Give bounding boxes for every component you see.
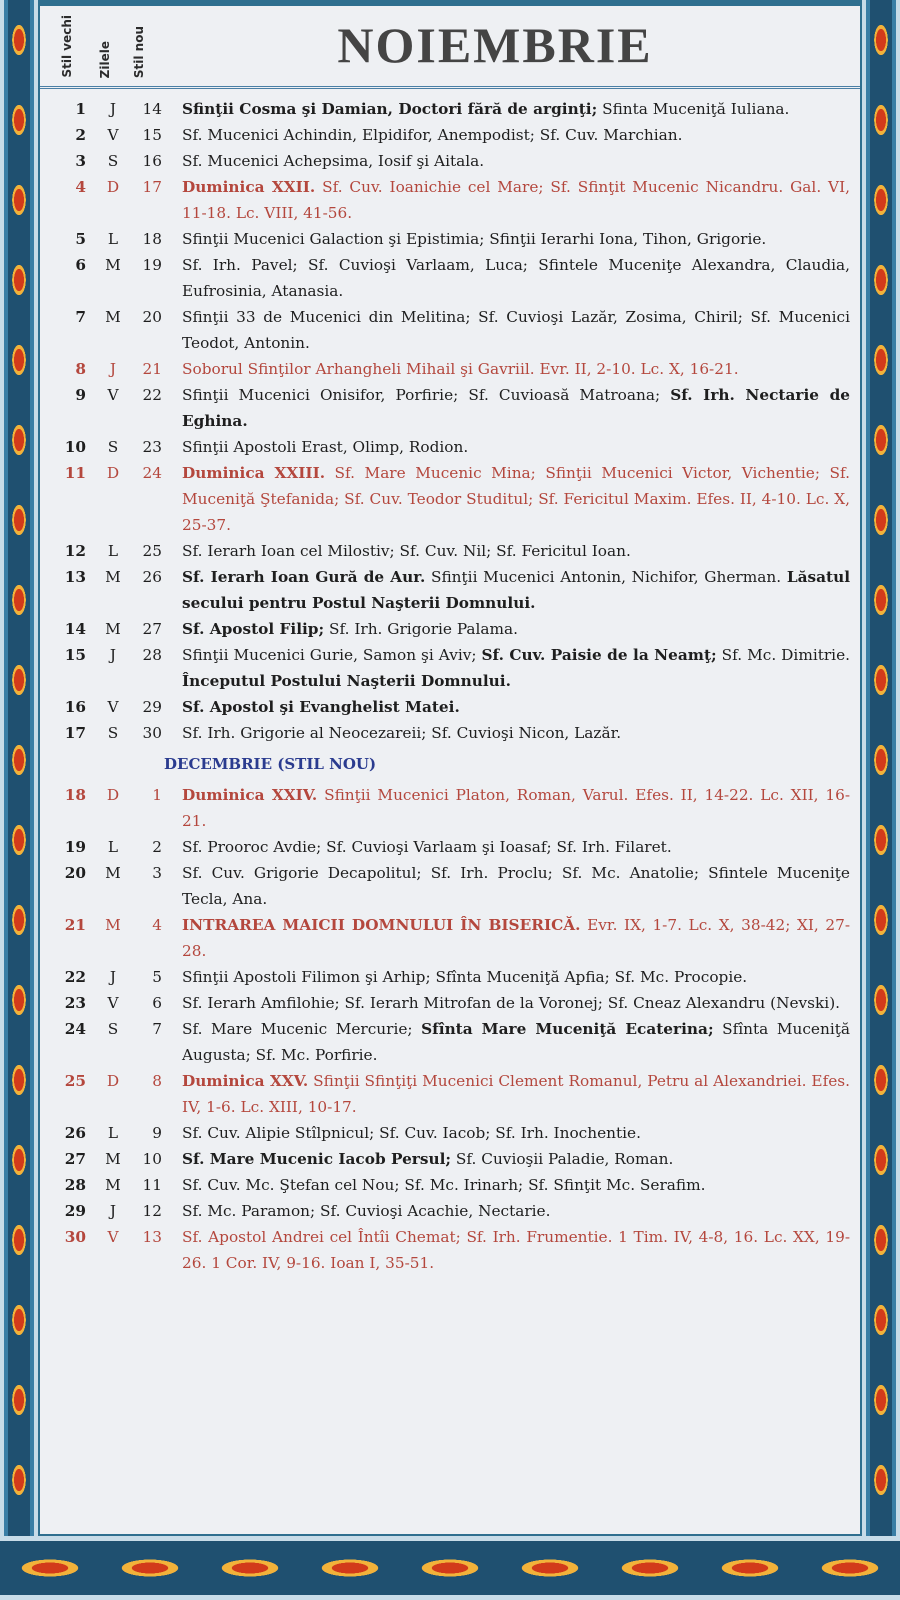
- feast-segment: Sfinţii Sfinţiţi Mucenici Clement Romanul, Petru al Alexandriei. Efes. IV, 1-6. Lc. XIII, 10-17.: [182, 1072, 851, 1116]
- calendar-row: [40, 382, 860, 434]
- weekday: V: [107, 698, 119, 716]
- new-style-date: 22: [142, 386, 162, 404]
- old-style-date: 23: [64, 994, 86, 1012]
- calendar-row: [40, 1146, 860, 1172]
- weekday: D: [106, 1072, 120, 1090]
- feast-segment: Sf. Irh. Grigorie Palama.: [324, 620, 519, 638]
- old-style-date: 11: [64, 464, 86, 482]
- weekday: V: [107, 126, 119, 144]
- feast-bold-segment: Sfinţii Cosma şi Damian, Doctori fără de arginţi;: [182, 100, 598, 118]
- feast-segment: Sf. Cuv. Alipie Stîlpnicul; Sf. Cuv. Iacob; Sf. Irh. Inochentie.: [182, 1124, 641, 1142]
- old-style-date: 12: [64, 542, 86, 560]
- calendar-row: [40, 1016, 860, 1068]
- feast-text: [182, 304, 850, 356]
- weekday: M: [105, 1176, 121, 1194]
- calendar-row: [40, 642, 860, 694]
- old-style-date: 19: [64, 838, 86, 856]
- weekday: L: [107, 1124, 119, 1142]
- feast-segment: Sf. Cuv. Ioanichie cel Mare; Sf. Sfinţit Mucenic Nicandru. Gal. VI, 11-18. Lc. VIII, 41-56.: [182, 178, 850, 222]
- weekday: D: [106, 464, 120, 482]
- old-style-date: 3: [75, 152, 86, 170]
- feast-text: [182, 226, 850, 252]
- feast-bold-segment: Duminica XXIII.: [182, 464, 326, 482]
- feast-segment: Sfinţii Apostoli Erast, Olimp, Rodion.: [182, 438, 469, 456]
- feast-text: [182, 990, 850, 1016]
- feast-segment: Sf. Mc. Paramon; Sf. Cuvioşi Acachie, Nectarie.: [182, 1202, 551, 1220]
- old-style-date: 24: [64, 1020, 86, 1038]
- calendar-row: [40, 226, 860, 252]
- new-style-date: 10: [142, 1150, 162, 1168]
- new-style-date: 24: [142, 464, 162, 482]
- feast-text: [182, 782, 850, 834]
- feast-bold-segment: Duminica XXII.: [182, 178, 316, 196]
- calendar-row: [40, 1172, 860, 1198]
- calendar-row: [40, 694, 860, 720]
- new-style-date: 11: [142, 1176, 162, 1194]
- feast-bold-segment: Duminica XXIV.: [182, 786, 318, 804]
- calendar-row: [40, 616, 860, 642]
- feast-segment: Sfînta Muceniţă Augusta; Sf. Mc. Porfirie.: [182, 1020, 850, 1064]
- weekday: D: [106, 178, 120, 196]
- new-style-date: 3: [152, 864, 162, 882]
- old-style-date: 1: [75, 100, 86, 118]
- ornamental-border-bottom: [0, 1536, 900, 1600]
- calendar-row: [40, 1068, 860, 1120]
- new-style-date: 19: [142, 256, 162, 274]
- feast-bold-segment: INTRAREA MAICII DOMNULUI ÎN BISERICĂ.: [182, 916, 581, 934]
- feast-segment: Sfinţii Apostoli Filimon şi Arhip; Sfînta Muceniţă Apfia; Sf. Mc. Procopie.: [182, 968, 748, 986]
- new-style-date: 15: [142, 126, 162, 144]
- old-style-date: 6: [75, 256, 86, 274]
- calendar-row: [40, 96, 860, 122]
- feast-text: [182, 616, 850, 642]
- old-style-date: 10: [64, 438, 86, 456]
- new-style-date: 25: [142, 542, 162, 560]
- old-style-date: 14: [64, 620, 86, 638]
- old-style-date: 9: [75, 386, 86, 404]
- feast-bold-segment: Sf. Ierarh Ioan Gură de Aur.: [182, 568, 426, 586]
- weekday: S: [107, 438, 119, 456]
- old-style-date: 2: [75, 126, 86, 144]
- calendar-row: [40, 174, 860, 226]
- feast-text: [182, 964, 850, 990]
- new-style-date: 30: [142, 724, 162, 742]
- feast-text: [182, 1146, 850, 1172]
- old-style-date: 30: [64, 1228, 86, 1246]
- feast-bold-segment: Începutul Postului Naşterii Domnului.: [182, 672, 511, 690]
- feast-segment: Sfinţii Mucenici Onisifor, Porfirie; Sf. Cuvioasă Matroana;: [182, 386, 671, 404]
- feast-bold-segment: Sf. Mare Mucenic Iacob Persul;: [182, 1150, 452, 1168]
- weekday: M: [105, 620, 121, 638]
- weekday: J: [109, 1202, 117, 1220]
- calendar-row: [40, 434, 860, 460]
- feast-segment: Sf. Mucenici Achepsima, Iosif şi Aitala.: [182, 152, 485, 170]
- new-style-date: 28: [142, 646, 162, 664]
- calendar-header: [40, 6, 860, 89]
- feast-segment: Sf. Prooroc Avdie; Sf. Cuvioşi Varlaam şi Ioasaf; Sf. Irh. Filaret.: [182, 838, 672, 856]
- feast-text: [182, 538, 850, 564]
- old-style-date: 13: [64, 568, 86, 586]
- new-style-date: 2: [152, 838, 162, 856]
- old-style-date: 4: [75, 178, 86, 196]
- calendar-row: [40, 990, 860, 1016]
- old-style-date: 8: [75, 360, 86, 378]
- weekday: M: [105, 916, 121, 934]
- calendar-row: [40, 834, 860, 860]
- calendar-page: [40, 6, 860, 1534]
- feast-text: [182, 356, 850, 382]
- feast-text: [182, 1172, 850, 1198]
- december-list: [40, 782, 860, 1276]
- feast-segment: Sf. Mare Mucenic Mina; Sfinţii Mucenici Victor, Vichentie; Sf. Muceniţă Ştefanida; Sf. Cuv. Teodor Studitul; Sf. Fericitul Maxim. Efes. II, 4-10. Lc. X, 25-37.: [182, 464, 850, 534]
- feast-text: [182, 1016, 850, 1068]
- weekday: M: [105, 256, 121, 274]
- feast-text: [182, 642, 850, 694]
- ornamental-border-left: [0, 0, 38, 1600]
- column-headers: [50, 12, 170, 78]
- feast-text: [182, 912, 850, 964]
- feast-segment: Sf. Irh. Grigorie al Neocezareii; Sf. Cuvioşi Nicon, Lazăr.: [182, 724, 622, 742]
- new-style-date: 4: [152, 916, 162, 934]
- old-style-date: 29: [64, 1202, 86, 1220]
- feast-text: [182, 860, 850, 912]
- feast-segment: Sf. Cuv. Mc. Ştefan cel Nou; Sf. Mc. Irinarh; Sf. Sfinţit Mc. Serafim.: [182, 1176, 706, 1194]
- new-style-date: 9: [152, 1124, 162, 1142]
- feast-text: [182, 564, 850, 616]
- old-style-date: 15: [64, 646, 86, 664]
- feast-segment: Sf. Cuvioşii Paladie, Roman.: [451, 1150, 674, 1168]
- ornamental-border-right: [862, 0, 900, 1600]
- feast-segment: Sf. Mucenici Achindin, Elpidifor, Anempodist; Sf. Cuv. Marchian.: [182, 126, 683, 144]
- feast-text: [182, 1198, 850, 1224]
- feast-segment: Sf. Mare Mucenic Mercurie;: [182, 1020, 422, 1038]
- weekday: D: [106, 786, 120, 804]
- new-style-date: 1: [152, 786, 162, 804]
- calendar-row: [40, 538, 860, 564]
- feast-bold-segment: Lăsatul secului pentru Postul Naşterii Domnului.: [182, 568, 851, 612]
- feast-segment: Soborul Sfinţilor Arhangheli Mihail şi Gavriil. Evr. II, 2-10. Lc. X, 16-21.: [182, 360, 739, 378]
- new-style-date: 16: [142, 152, 162, 170]
- new-style-date: 26: [142, 568, 162, 586]
- feast-text: [182, 382, 850, 434]
- new-style-date: 17: [142, 178, 162, 196]
- old-style-date: 21: [64, 916, 86, 934]
- new-style-date: 27: [142, 620, 162, 638]
- new-style-date: 18: [142, 230, 162, 248]
- col-old-style: Stil vechi: [60, 15, 74, 78]
- weekday: L: [107, 838, 119, 856]
- weekday: J: [109, 100, 117, 118]
- calendar-row: [40, 356, 860, 382]
- col-new-style: Stil nou: [132, 25, 146, 78]
- feast-text: [182, 148, 850, 174]
- old-style-date: 16: [64, 698, 86, 716]
- month-title: NOIEMBRIE: [337, 17, 653, 73]
- old-style-date: 25: [64, 1072, 86, 1090]
- calendar-row: [40, 564, 860, 616]
- feast-segment: Sf. Irh. Pavel; Sf. Cuvioşi Varlaam, Luca; Sfintele Muceniţe Alexandra, Claudia, Eufrosinia, Atanasia.: [182, 256, 850, 300]
- feast-text: [182, 1224, 850, 1276]
- weekday: J: [109, 360, 117, 378]
- old-style-date: 26: [64, 1124, 86, 1142]
- calendar-row: [40, 860, 860, 912]
- feast-text: [182, 694, 850, 720]
- calendar-row: [40, 148, 860, 174]
- feast-text: [182, 122, 850, 148]
- feast-segment: Sf. Cuv. Grigorie Decapolitul; Sf. Irh. Proclu; Sf. Mc. Anatolie; Sfintele Muceniţe Tecla, Ana.: [182, 864, 850, 908]
- feast-text: [182, 1068, 850, 1120]
- weekday: V: [107, 994, 119, 1012]
- feast-segment: Sf. Ierarh Ioan cel Milostiv; Sf. Cuv. Nil; Sf. Fericitul Ioan.: [182, 542, 631, 560]
- weekday: V: [107, 1228, 119, 1246]
- feast-segment: Sfinţii Mucenici Gurie, Samon şi Aviv;: [182, 646, 482, 664]
- weekday: S: [107, 1020, 119, 1038]
- weekday: M: [105, 568, 121, 586]
- old-style-date: 5: [75, 230, 86, 248]
- calendar-row: [40, 1120, 860, 1146]
- calendar-row: [40, 912, 860, 964]
- col-days: Zilele: [98, 40, 112, 78]
- feast-bold-segment: Sf. Apostol şi Evanghelist Matei.: [182, 698, 460, 716]
- new-style-date: 29: [142, 698, 162, 716]
- calendar-row: [40, 252, 860, 304]
- new-style-date: 12: [142, 1202, 162, 1220]
- feast-segment: Sfinta Muceniţă Iuliana.: [597, 100, 790, 118]
- new-style-date: 8: [152, 1072, 162, 1090]
- old-style-date: 18: [64, 786, 86, 804]
- feast-text: [182, 720, 850, 746]
- weekday: M: [105, 864, 121, 882]
- weekday: S: [107, 724, 119, 742]
- calendar-row: [40, 1198, 860, 1224]
- new-style-date: 14: [142, 100, 162, 118]
- feast-bold-segment: Sf. Cuv. Paisie de la Neamţ;: [481, 646, 717, 664]
- old-style-date: 17: [64, 724, 86, 742]
- calendar-row: [40, 304, 860, 356]
- november-list: [40, 96, 860, 746]
- calendar-row: [40, 720, 860, 746]
- weekday: L: [107, 230, 119, 248]
- feast-segment: Sfinţii 33 de Mucenici din Melitina; Sf. Cuvioşi Lazăr, Zosima, Chiril; Sf. Mucenici Teodot, Antonin.: [182, 308, 850, 352]
- weekday: J: [109, 968, 117, 986]
- new-style-date: 6: [152, 994, 162, 1012]
- weekday: V: [107, 386, 119, 404]
- weekday: M: [105, 308, 121, 326]
- calendar-row: [40, 782, 860, 834]
- new-style-date: 5: [152, 968, 162, 986]
- weekday: M: [105, 1150, 121, 1168]
- new-style-date: 20: [142, 308, 162, 326]
- feast-text: [182, 434, 850, 460]
- feast-bold-segment: Sf. Irh. Nectarie de Eghina.: [182, 386, 850, 430]
- weekday: S: [107, 152, 119, 170]
- feast-segment: Sf. Mc. Dimitrie.: [716, 646, 850, 664]
- old-style-date: 20: [64, 864, 86, 882]
- old-style-date: 7: [75, 308, 86, 326]
- feast-segment: Sfinţii Mucenici Galaction şi Epistimia; Sfinţii Ierarhi Iona, Tihon, Grigorie.: [182, 230, 767, 248]
- feast-bold-segment: Duminica XXV.: [182, 1072, 309, 1090]
- old-style-date: 27: [64, 1150, 86, 1168]
- feast-text: [182, 1120, 850, 1146]
- feast-segment: Sfinţii Mucenici Antonin, Nichifor, Gherman.: [425, 568, 787, 586]
- new-style-date: 7: [152, 1020, 162, 1038]
- feast-text: [182, 96, 850, 122]
- new-style-date: 13: [142, 1228, 162, 1246]
- feast-segment: Sfinţii Mucenici Platon, Roman, Varul. Efes. II, 14-22. Lc. XII, 16-21.: [182, 786, 850, 830]
- old-style-date: 28: [64, 1176, 86, 1194]
- feast-segment: Evr. IX, 1-7. Lc. X, 38-42; XI, 27-28.: [182, 916, 851, 960]
- feast-text: [182, 834, 850, 860]
- feast-segment: Sf. Ierarh Amfilohie; Sf. Ierarh Mitrofan de la Voronej; Sf. Cneaz Alexandru (Nevski).: [182, 994, 841, 1012]
- feast-segment: Sf. Apostol Andrei cel Întîi Chemat; Sf. Irh. Frumentie. 1 Tim. IV, 4-8, 16. Lc. XX, 19-26. 1 Cor. IV, 9-16. Ioan I, 35-51.: [182, 1228, 850, 1272]
- calendar-row: [40, 964, 860, 990]
- feast-bold-segment: Sf. Apostol Filip;: [182, 620, 325, 638]
- weekday: J: [109, 646, 117, 664]
- section-title: DECEMBRIE (STIL NOU): [164, 755, 377, 773]
- new-style-date: 21: [142, 360, 162, 378]
- weekday: L: [107, 542, 119, 560]
- new-style-date: 23: [142, 438, 162, 456]
- calendar-row: [40, 122, 860, 148]
- calendar-row: [40, 460, 860, 538]
- old-style-date: 22: [64, 968, 86, 986]
- calendar-row: [40, 1224, 860, 1276]
- feast-text: [182, 460, 850, 538]
- calendar-rows: [40, 96, 860, 1276]
- feast-bold-segment: Sfînta Mare Muceniţă Ecaterina;: [421, 1020, 714, 1038]
- feast-text: [182, 174, 850, 226]
- feast-text: [182, 252, 850, 304]
